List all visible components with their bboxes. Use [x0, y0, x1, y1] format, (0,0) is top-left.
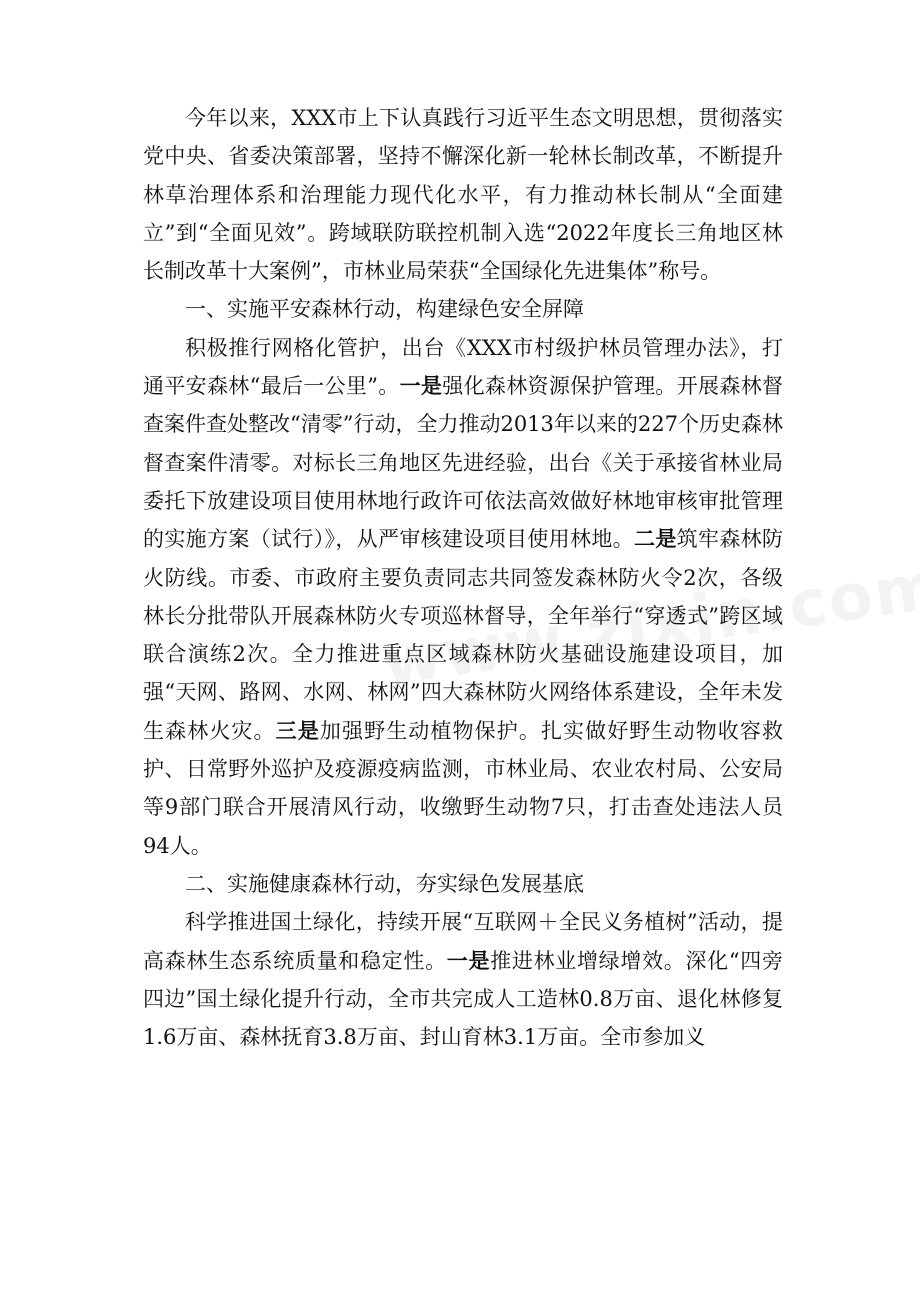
text-segment: 今年以来，XXX市上下认真践行习近平生态文明思想，贯彻落实党中央、省委决策部署，坚持不懈深化新一轮林长制改革，不断提升林草治理体系和治理能力现代化水平，有力推动林长制从“全面建立”到“全面见效”。跨域联防联控机制入选“2022年度长三角地区林长制改革十大案例”，市林业局荣获“全国绿化先进集体”称号。 — [143, 106, 783, 284]
text-segment: 二、实施健康森林行动，夯实绿色发展基底 — [185, 871, 584, 896]
bold-lead: 三是 — [275, 717, 320, 743]
text-segment: 强化森林资源保护管理。开展森林督查案件查处整改“清零”行动，全力推动2013年以来的227个历史森林督查案件清零。对标长三角地区先进经验，出台《关于承接省林业局委托下放建设项目使用林地行政许可依法高效做好林地审核审批管理的实施方案（试行）》，从严审核建设项目使用林地。 — [143, 374, 784, 552]
text-segment: 一、实施平安森林行动，构建绿色安全屏障 — [185, 297, 584, 322]
section-heading — [143, 290, 783, 328]
document-body — [143, 99, 783, 1056]
text-segment: 加强野生动植物保护。扎实做好野生动物收容救护、日常野外巡护及疫源疫病监测，市林业局、农业农村局、公安局等9部门联合开展清风行动，收缴野生动物7只，打击查处违法人员94人。 — [143, 718, 784, 858]
body-paragraph — [143, 99, 783, 290]
bold-lead: 一是 — [399, 373, 443, 399]
body-paragraph — [143, 903, 783, 1056]
bold-lead: 一是 — [446, 947, 491, 973]
text-segment: 积极推行网格化管护，出台《XXX市村级护林员管理办法》，打通平安森林“最后一公里”。 — [143, 335, 783, 399]
text-segment: 科学推进国土绿化，持续开展“互联网＋全民义务植树”活动，提高森林生态系统质量和稳定性。 — [143, 910, 783, 973]
section-heading — [143, 865, 783, 903]
bold-lead: 二是 — [634, 526, 677, 552]
text-segment: 推进林业增绿增效。深化“四旁四边”国土绿化提升行动，全市共完成人工造林0.8万亩、退化林修复1.6万亩、森林抚育3.8万亩、封山育林3.1万亩。全市参加义 — [143, 948, 783, 1050]
text-segment: 筑牢森林防火防线。市委、市政府主要负责同志共同签发森林防火令2次，各级林长分批带队开展森林防火专项巡林督导，全年举行“穿透式”跨区域联合演练2次。全力推进重点区域森林防火基础设施建设项目，加强“天网、路网、水网、林网”四大森林防火网络体系建设，全年未发生森林火灾。 — [143, 527, 784, 743]
body-paragraph — [143, 329, 783, 865]
